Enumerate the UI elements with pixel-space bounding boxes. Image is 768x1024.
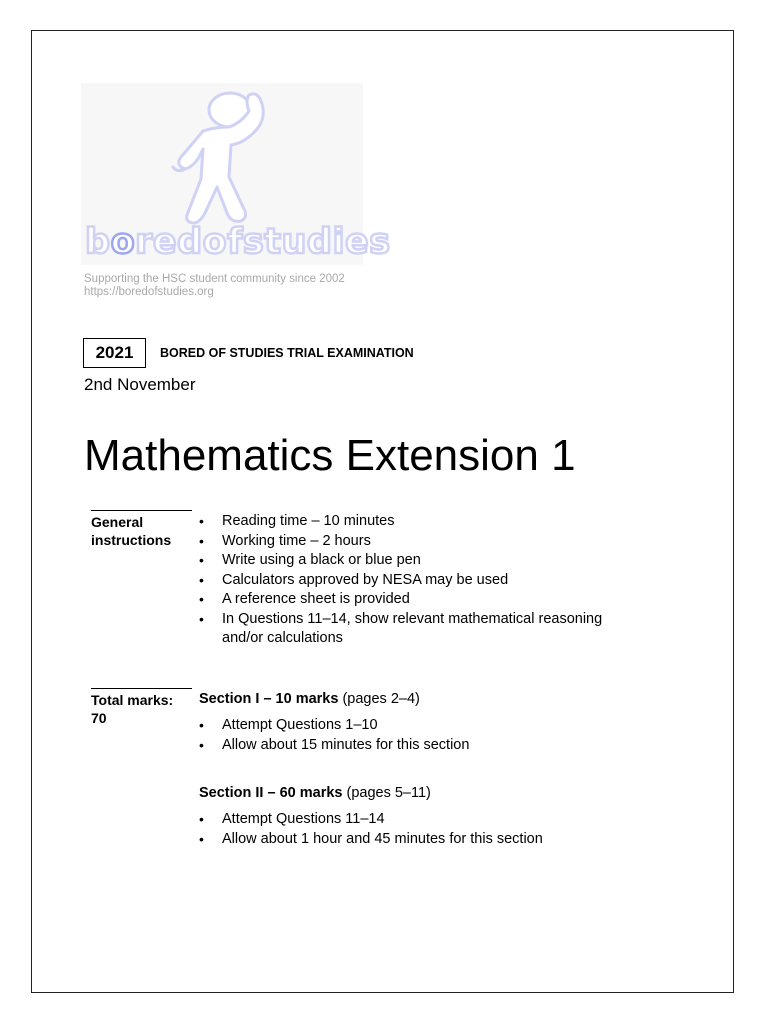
section-1-list <box>199 716 639 755</box>
section-2-pages: (pages 5–11) <box>346 785 431 801</box>
list-item: • Allow about 15 minutes for this section <box>199 736 639 756</box>
general-instructions-list <box>199 512 639 649</box>
section-1-title: Section I – 10 marks <box>199 691 339 707</box>
logo-tagline: Supporting the HSC student community since 2002 <box>84 273 345 285</box>
subject-title: Mathematics Extension 1 <box>84 431 576 480</box>
logo-url: https://boredofstudies.org <box>84 286 214 298</box>
section-1-pages: (pages 2–4) <box>342 691 420 707</box>
list-item: • Calculators approved by NESA may be used <box>199 571 639 591</box>
list-item: • Attempt Questions 11–14 <box>199 810 639 830</box>
list-item: • A reference sheet is provided <box>199 590 639 610</box>
list-item: • Attempt Questions 1–10 <box>199 716 639 736</box>
general-instructions-label: General instructions <box>91 514 172 548</box>
exam-year-box: 2021 <box>83 338 146 368</box>
exam-date: 2nd November <box>84 375 196 394</box>
total-marks-label: Total marks: 70 <box>91 692 174 726</box>
total-divider <box>91 688 192 689</box>
list-item: • Reading time – 10 minutes <box>199 512 639 532</box>
section-2-title: Section II – 60 marks <box>199 785 343 801</box>
list-item: • Allow about 1 hour and 45 minutes for this section <box>199 830 639 850</box>
section-2-heading <box>199 785 431 801</box>
exam-label: BORED OF STUDIES TRIAL EXAMINATION <box>160 346 414 360</box>
list-item: • Write using a black or blue pen <box>199 551 639 571</box>
logo-wordmark: boredofstudies <box>85 222 391 262</box>
section-1-heading <box>199 691 420 707</box>
list-item: • Working time – 2 hours <box>199 532 639 552</box>
section-2-list <box>199 810 639 849</box>
boredofstudies-logo <box>81 83 391 265</box>
list-item: • In Questions 11–14, show relevant mathematical reasoning and/or calculations <box>199 610 639 649</box>
general-divider <box>91 510 192 511</box>
